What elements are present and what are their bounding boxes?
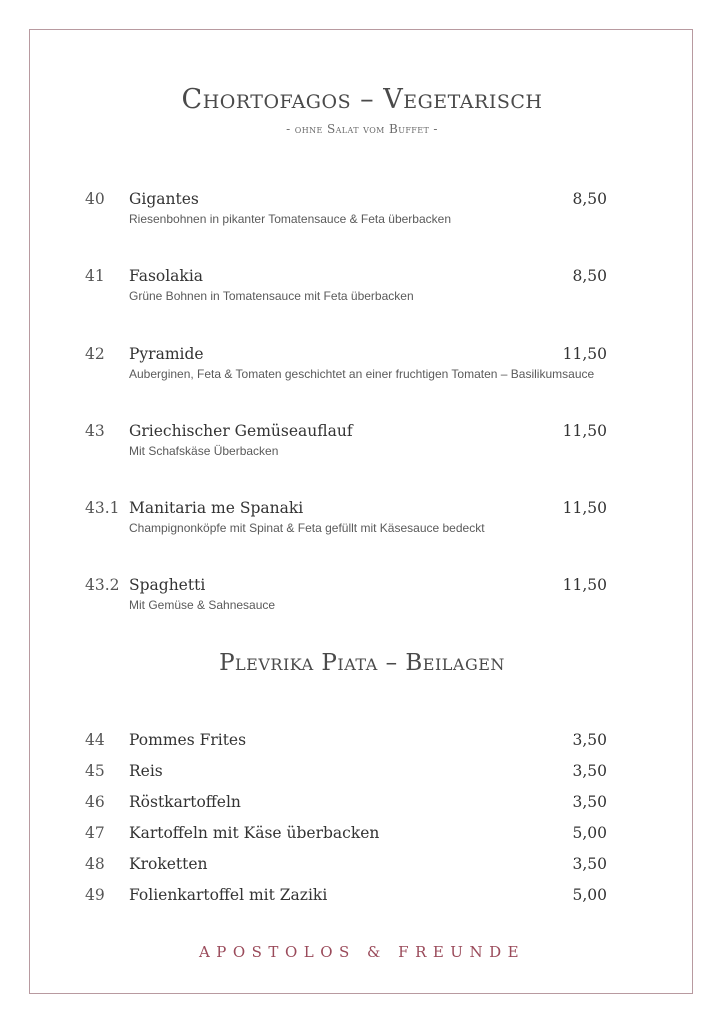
item-name: Kartoffeln mit Käse überbacken <box>129 824 380 842</box>
item-name: Griechischer Gemüseauflauf <box>129 422 353 440</box>
section-title-vegetarisch: Chortofagos – Vegetarisch <box>181 84 543 115</box>
item-number: 41 <box>85 267 105 285</box>
item-name: Gigantes <box>129 190 199 208</box>
item-number: 43.1 <box>85 499 120 517</box>
item-price: 3,50 <box>572 731 607 749</box>
item-number: 44 <box>85 731 105 749</box>
item-number: 49 <box>85 886 105 904</box>
item-description: Champignonköpfe mit Spinat & Feta gefüllt mit Käsesauce bedeckt <box>129 521 485 535</box>
item-price: 5,00 <box>572 886 607 904</box>
item-description: Riesenbohnen in pikanter Tomatensauce & Feta überbacken <box>129 212 451 226</box>
item-number: 45 <box>85 762 105 780</box>
item-price: 3,50 <box>572 762 607 780</box>
item-name: Spaghetti <box>129 576 206 594</box>
item-name: Folienkartoffel mit Zaziki <box>129 886 328 904</box>
item-name: Pyramide <box>129 345 204 363</box>
item-number: 40 <box>85 190 105 208</box>
section-subtitle: - ohne Salat vom Buffet - <box>286 122 438 136</box>
item-price: 5,00 <box>572 824 607 842</box>
item-description: Grüne Bohnen in Tomatensauce mit Feta überbacken <box>129 289 414 303</box>
item-price: 11,50 <box>562 345 607 363</box>
section-title-beilagen: Plevrika Piata – Beilagen <box>219 650 505 676</box>
item-name: Röstkartoffeln <box>129 793 241 811</box>
item-name: Fasolakia <box>129 267 204 285</box>
item-price: 11,50 <box>562 499 607 517</box>
item-description: Auberginen, Feta & Tomaten geschichtet an einer fruchtigen Tomaten – Basilikumsauce <box>129 367 595 381</box>
item-number: 48 <box>85 855 105 873</box>
item-number: 43 <box>85 422 105 440</box>
item-price: 8,50 <box>572 190 607 208</box>
item-number: 46 <box>85 793 105 811</box>
item-name: Pommes Frites <box>129 731 247 749</box>
item-name: Reis <box>129 762 163 780</box>
restaurant-name-footer: APOSTOLOS & FREUNDE <box>198 943 526 961</box>
item-name: Manitaria me Spanaki <box>129 499 304 517</box>
item-description: Mit Schafskäse Überbacken <box>129 444 279 458</box>
item-price: 3,50 <box>572 793 607 811</box>
item-description: Mit Gemüse & Sahnesauce <box>129 598 276 612</box>
item-price: 11,50 <box>562 422 607 440</box>
item-price: 8,50 <box>572 267 607 285</box>
item-number: 47 <box>85 824 105 842</box>
item-name: Kroketten <box>129 855 208 873</box>
item-number: 42 <box>85 345 105 363</box>
item-price: 11,50 <box>562 576 607 594</box>
item-price: 3,50 <box>572 855 607 873</box>
item-number: 43.2 <box>85 576 120 594</box>
